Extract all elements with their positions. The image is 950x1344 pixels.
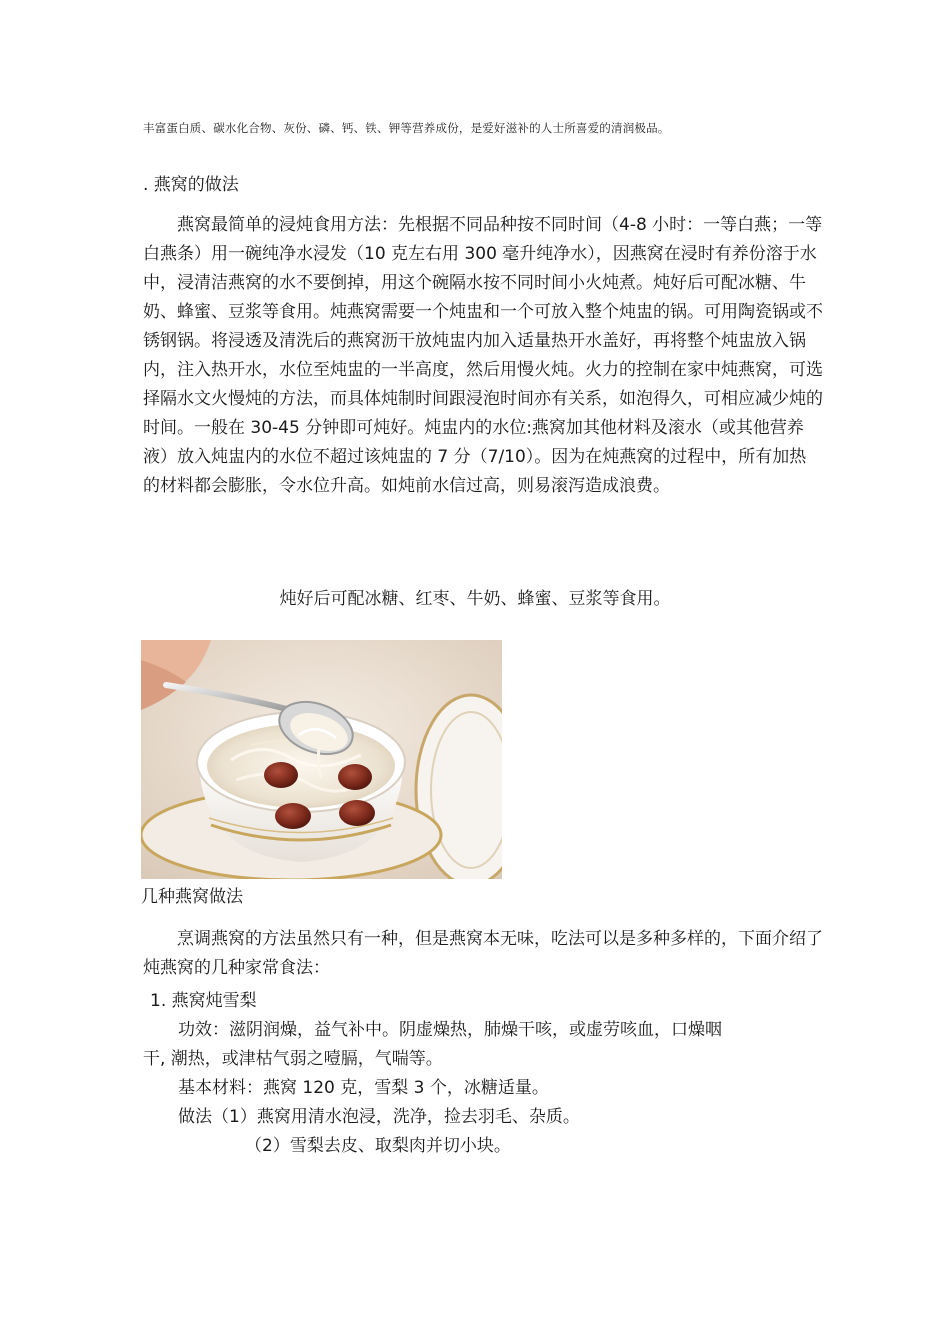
intro-line: 丰富蛋白质、碳水化合物、灰份、磷、钙、铁、钾等营养成份，是爱好滋补的人士所喜爱的清润极品。	[143, 121, 670, 135]
recipe-effect-line-2: 干, 潮热，或津枯气弱之噎膈，气喘等。	[143, 1049, 443, 1069]
section-heading: . 燕窝的做法	[143, 175, 239, 195]
paragraph-recipes-intro: 烹调燕窝的方法虽然只有一种，但是燕窝本无味，吃法可以是多种多样的，下面介绍了炖燕窝的几种家常食法：	[143, 929, 823, 978]
serving-caption: 炖好后可配冰糖、红枣、牛奶、蜂蜜、豆浆等食用。	[279, 589, 671, 609]
recipe-step-2: （2）雪梨去皮、取梨肉并切小块。	[245, 1136, 511, 1156]
recipe-title: 1. 燕窝炖雪梨	[150, 991, 257, 1011]
photo-caption: 几种燕窝做法	[141, 887, 243, 907]
recipe-effect-line-1: 功效：滋阴润燥，益气补中。阴虚燥热，肺燥干咳，或虚劳咳血，口燥咽	[178, 1020, 722, 1040]
recipe-ingredients: 基本材料：燕窝 120 克，雪梨 3 个，冰糖适量。	[178, 1078, 549, 1098]
recipe-step-1: 做法（1）燕窝用清水泡浸，洗净，捡去羽毛、杂质。	[178, 1107, 580, 1127]
paragraph-stewing-method: 燕窝最简单的浸炖食用方法：先根据不同品种按不同时间（4-8 小时：一等白燕；一等白燕条）用一碗纯净水浸发（10 克左右用 300 毫升纯净水），因燕窝在浸时有养份溶于水中，浸清洁燕窝的水不要倒掉，用这个碗隔水按不同时间小火炖煮。炖好后可配冰糖、牛奶、蜂蜜、豆浆等食用。炖燕窝需要一个炖盅和一个可放入整个炖盅的锅。可用陶瓷锅或不锈钢锅。将浸透及清洗后的燕窝沥干放炖盅内加入适量热开水盖好，再将整个炖盅放入锅内，注入热开水，水位至炖盅的一半高度，然后用慢火炖。火力的控制在家中炖燕窝，可选择隔水文火慢炖的方法，而具体炖制时间跟浸泡时间亦有关系，如泡得久，可相应减少炖的时间。一般在 30-45 分钟即可炖好。炖盅内的水位:燕窝加其他材料及滚水（或其他营养液）放入炖盅内的水位不超过该炖盅的 7 分（7/10）。因为在炖燕窝的过程中，所有加热的材料都会膨胀，令水位升高。如炖前水信过高，则易滚泻造成浪费。	[143, 215, 823, 496]
birds-nest-dessert-photo	[141, 640, 502, 879]
